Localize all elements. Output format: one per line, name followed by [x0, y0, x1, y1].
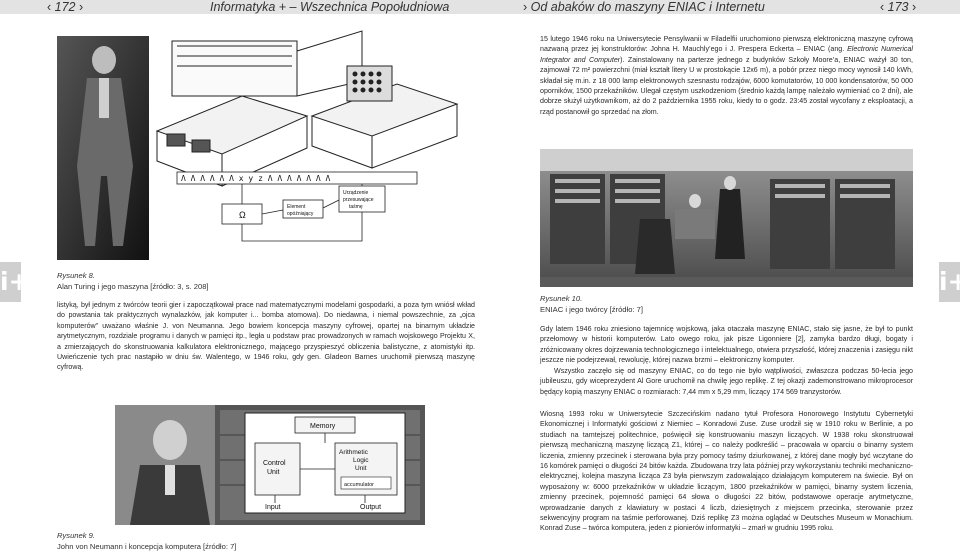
figure-9-caption: [57, 531, 477, 552]
svg-text:przesuwające: przesuwające: [343, 197, 374, 203]
figure-8-caption-text: Alan Turing i jego maszyna [źródło: 3, s. 208]: [57, 281, 209, 291]
svg-text:Unit: Unit: [355, 465, 367, 472]
right-i-plus-tab: i+: [939, 262, 960, 302]
svg-text:opóźniający: opóźniający: [287, 211, 314, 217]
svg-text:Element: Element: [287, 204, 306, 210]
turing-machine-drawing: [157, 31, 457, 186]
turing-photo: [57, 36, 149, 260]
left-page-number: ‹ 172 ›: [47, 0, 84, 14]
svg-text:Arithmetic: Arithmetic: [339, 449, 368, 456]
svg-text:Output: Output: [360, 504, 382, 511]
svg-text:Input: Input: [265, 504, 281, 511]
svg-text:Urządzenie: Urządzenie: [343, 190, 369, 196]
von-neumann-architecture-diagram: [245, 413, 405, 513]
figure-9-label: Rysunek 9.: [57, 531, 95, 540]
figure-9-image: [115, 405, 425, 525]
left-running-title: Informatyka + – Wszechnica Popołudniowa: [210, 0, 450, 14]
svg-text:Memory: Memory: [310, 423, 336, 430]
figure-8-caption: [57, 271, 477, 292]
figure-10-image: [540, 149, 913, 287]
eniac-photo: [540, 149, 913, 287]
svg-text:Logic: Logic: [353, 457, 369, 464]
svg-text:taśmę: taśmę: [349, 204, 363, 210]
svg-text:Ω: Ω: [239, 210, 246, 220]
figure-10-label: Rysunek 10.: [540, 294, 583, 303]
right-page-number: ‹ 173 ›: [880, 0, 917, 14]
right-paragraph-zuse: Wiosną 1993 roku w Uniwersytecie Szczecińskim nadano tytuł Profesora Honorowego Instytutu Cybernetyki Ekonomicznej i Informatyki gościowi z Niemiec – Konradowi Zuse. Zuse urodził się w 1910 roku w Berlinie, a po studiach na tamtejszej politechnice, poświęcił się konstruowaniu maszyn liczących. W 1938 roku skonstruował pierwszą mechaniczną maszynę liczącą Z1, której – co należy podkreślić – pracowała w oparciu o binarny system liczenia, zmienny przecinek i sterowana była przy pomocy taśmy dziurkowanej, z której dane mogły być wczytane do 16 komórek pamięci o długości 24 bitów każda. Zbudowana trzy lata później przy wykorzystaniu techniki mechaniczno-elektrycznej, kolejna maszyna licząca Z3 była pierwszym zadowalająco działającym komputerem na świecie. Był on wyposażony w: 6000 przekaźników w układzie liczącym, 1800 przekaźników w pamięci, binarny system liczenia, zmienny przecinek, pojemność pamięci 64 słowa o długości 22 bitów, podstawowe operacje arytmetyczne, wprowadzanie danych z klawiatury w postaci 4 liczb, dziesiętnych z miejscem przecinka, sterowanie przez sekwencyjny program na taśmie perforowanej. Dziś replikę Z3 można oglądać w Deutsches Museum w Monachium. Konrad Zuse – twórca komputera, jeden z pionierów informatyki – zmarł w grudniu 1995 roku.: [540, 410, 913, 533]
turing-schematic: [222, 184, 385, 241]
svg-text:Control: Control: [263, 460, 286, 467]
svg-text:Unit: Unit: [267, 469, 280, 476]
page-header: [0, 0, 960, 14]
figure-10-caption-text: ENIAC i jego twórcy [źródło: 7]: [540, 304, 643, 314]
figure-9-caption-text: John von Neumann i koncepcja komputera [źródło: 7]: [57, 541, 237, 551]
right-paragraph-eniac: 15 lutego 1946 roku na Uniwersytecie Pensylwanii w Filadelfii uruchomiono pierwszą elektroniczną maszynę cyfrową nazwaną przez jej konstruktorów: Johna H. Mauchly’ego i J. Prespera Eckerta – ENIAC (ang. Electronic Numerical Integrator and Computer). Zainstalowany na parterze jednego z budynków Szkoły Moore’a, ENIAC ważył 30 ton, zajmował 72 m² powierzchni (miał kształt litery U w prostokącie 12x6 m), a pobór przez niego mocy wynosił 140 kWh, składał się m.in. z 18 000 lamp elektronowych szesnastu rodzajów, 6000 komutatorów, 10 000 kondensatorów, 50 000 oporników, 1500 przekaźników. Ulegał częstym uszkodzeniom (średnio każdą lampę należało wymieniać co 2 dni), ale dobrze służył użytkownikom, aż do 2 października 1955 roku, kiedy to o godz. 23:45 został wycofany z eksploatacji, a rząd postanowił go sprzedać na złom.: [540, 35, 914, 116]
left-paragraph: listyką, był jednym z twórców teorii gier i zapoczątkował prace nad matematycznymi modelami gospodarki, a poza tym wniósł wkład do powstania tak praktycznych wynalazków, jak komputer i... bomba atomowa). Do niedawna, i niemal powszechnie, za „ojca komputerów” uważano właśnie J. von Neumanna. Jego bowiem koncepcja maszyny cyfrowej, opartej na binarnym układzie arytmetycznym, rozdziale programu i danych w pamięci itp., legła u podstaw prac prowadzonych w ramach wojskowego Projektu X, a zmierzających do skonstruowania kalkulatora elektronicznego, mającego przyspieszyć obliczenia balistyczne, z atomistyki itp. Uwieńczenie tych prac nastąpiło w dniu św. Walentego, w 1946 roku, gdy gen. Gladeon Barnes uruchomił pierwszą maszynę cyfrową.: [57, 301, 475, 372]
figure-10-caption: [540, 294, 913, 315]
von-neumann-photo: [115, 405, 215, 525]
figure-8-image: [57, 36, 469, 260]
svg-text:accumulator: accumulator: [344, 482, 374, 488]
right-paragraph-breakthrough: Gdy latem 1946 roku zniesiono tajemnicę wojskową, jaka otaczała maszynę ENIAC, stało się jasne, że był to punkt przełomowy w historii komputerów. Lato owego roku, jak pisze Ligonniere [2], zamyka bardzo długi, bogaty i zróżnicowany okres dojrzewania technologicznego i intelektualnego, otwiera przyszłość, której znaczenia i zasięgu nikt jeszcze nie podejrzewał, rewolucję, której nazwa brzmi – elektroniczny komputer.: [540, 325, 913, 365]
turing-tape: [177, 172, 417, 184]
tape-symbols: Λ Λ Λ Λ Λ Λ x y z Λ Λ Λ Λ Λ Λ Λ: [181, 174, 331, 183]
figure-8-label: Rysunek 8.: [57, 271, 95, 280]
right-running-title: › Od abaków do maszyny ENIAC i Internetu: [523, 0, 765, 14]
left-i-plus-tab: i+: [0, 262, 21, 302]
right-paragraph-replica: Wszystko zaczęło się od maszyny ENIAC, co do tego nie było wątpliwości, zwłaszcza podczas 50-lecia jego jubileuszu, gdy wiceprezydent Al Gore uruchomił na chwilę jego replikę. Z tej okazji zademonstrowano mikroprocesor będący kopią maszyny ENIAC o rozmiarach: 7,44 mm x 5,29 mm, liczący 174 569 tranzystorów.: [540, 367, 913, 396]
